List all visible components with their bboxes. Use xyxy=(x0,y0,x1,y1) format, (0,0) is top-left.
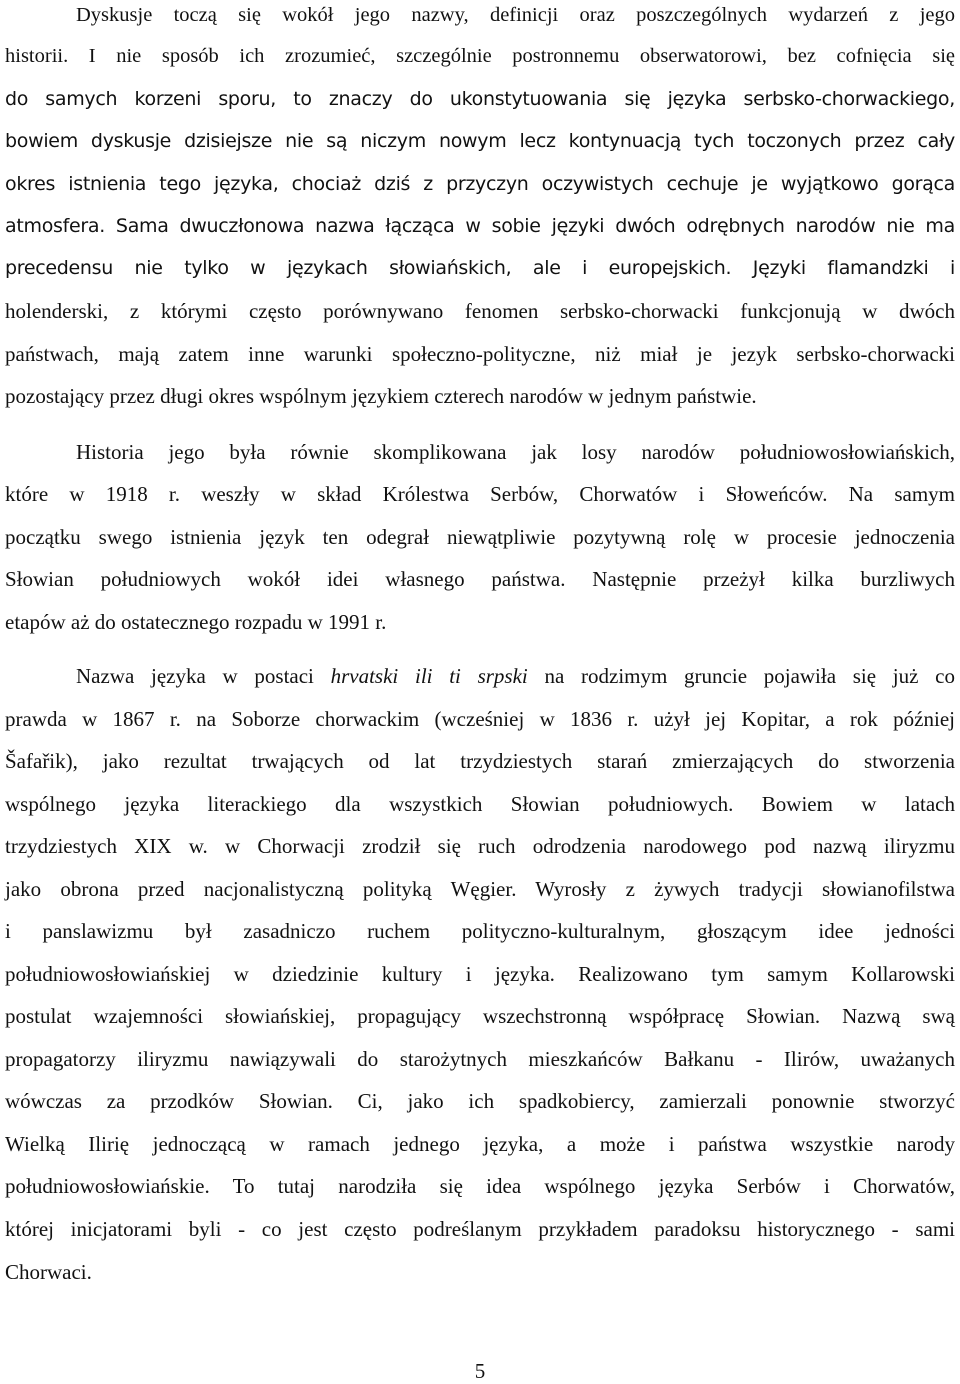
paragraph-line: Chorwaci. xyxy=(5,1260,92,1284)
paragraph-line: trzydziestych XIX w. w Chorwacji zrodził się ruch odrodzenia narodowego pod nazwą iliryzmu xyxy=(5,834,955,858)
paragraph-line: prawda w 1867 r. na Soborze chorwackim (wcześniej w 1836 r. użył jej Kopitar, a rok później xyxy=(5,707,955,731)
page-number: 5 xyxy=(474,1359,486,1383)
paragraph-line: państwach, mają zatem inne warunki społeczno-polityczne, niż miał je jezyk serbsko-chorwacki xyxy=(5,342,955,366)
paragraph-line: pozostający przez długi okres wspólnym językiem czterech narodów w jednym państwie. xyxy=(5,384,757,408)
paragraph-line: jako obrona przed nacjonalistyczną polityką Węgier. Wyrosły z żywych tradycji słowianofilstwa xyxy=(5,877,955,901)
paragraph-line: propagatorzy iliryzmu nawiązywali do starożytnych mieszkańców Bałkanu - Ilirów, uważanych xyxy=(5,1047,955,1071)
paragraph-line: precedensu nie tylko w językach słowiańskich, ale i europejskich. Języki flamandzki i xyxy=(5,257,955,279)
paragraph-line: wspólnego języka literackiego dla wszystkich Słowian południowych. Bowiem w latach xyxy=(5,792,955,816)
paragraph-line: Dyskusje toczą się wokół jego nazwy, definicji oraz poszczególnych wydarzeń z jego xyxy=(76,4,955,26)
paragraph-line: okres istnienia tego języka, chociaż dziś z przyczyn oczywistych cechuje je wyjątkowo gorąca xyxy=(5,173,955,195)
paragraph-line: Šafařik), jako rezultat trwających od lat trzydziestych starań zmierzających do stworzenia xyxy=(5,749,955,773)
paragraph-line: holenderski, z którymi często porównywano fenomen serbsko-chorwacki funkcjonują w dwóch xyxy=(5,299,955,323)
paragraph-line: Wielką Ilirię jednoczącą w ramach jednego języka, a może i państwa wszystkie narody xyxy=(5,1132,955,1156)
paragraph-line: południowosłowiańskiej w dziedzinie kultury i języka. Realizowano tym samym Kollarowski xyxy=(5,962,955,986)
paragraph-line: Historia jego była równie skomplikowana jak losy narodów południowosłowiańskich, xyxy=(76,440,955,464)
paragraph-line: której inicjatorami byli - co jest często podreślanym przykładem paradoksu historycznego - sami xyxy=(5,1217,955,1241)
paragraph-line: do samych korzeni sporu, to znaczy do ukonstytuowania się języka serbsko-chorwackiego, xyxy=(5,88,955,110)
line-text: na rodzimym gruncie pojawiła się już co xyxy=(527,664,955,688)
paragraph-line: początku swego istnienia język ten odegrał niewątpliwie pozytywną rolę w procesie jednoczenia xyxy=(5,525,955,549)
paragraph-line: atmosfera. Sama dwuczłonowa nazwa łącząca w sobie języki dwóch odrębnych narodów nie ma xyxy=(5,215,955,237)
paragraph-line: południowosłowiańskie. To tutaj narodziła się idea wspólnego języka Serbów i Chorwatów, xyxy=(5,1174,955,1198)
paragraph-line: etapów aż do ostatecznego rozpadu w 1991 r. xyxy=(5,610,387,634)
italic-term: hrvatski ili ti srpski xyxy=(330,664,528,688)
paragraph-line: bowiem dyskusje dzisiejsze nie są niczym nowym lecz kontynuacją tych toczonych przez cały xyxy=(5,130,955,152)
paragraph-line: Słowian południowych wokół idei własnego państwa. Następnie przeżył kilka burzliwych xyxy=(5,567,955,591)
paragraph-line: i panslawizmu był zasadniczo ruchem polityczno-kulturalnym, głoszącym idee jedności xyxy=(5,919,955,943)
paragraph-line xyxy=(76,661,955,691)
paragraph-line: które w 1918 r. weszły w skład Królestwa Serbów, Chorwatów i Słoweńców. Na samym xyxy=(5,482,955,506)
paragraph-line: postulat wzajemności słowiańskiej, propagujący wszechstronną współpracę Słowian. Nazwą swą xyxy=(5,1004,955,1028)
line-text: Nazwa języka w postaci xyxy=(76,664,331,688)
paragraph-line: wówczas za przodków Słowian. Ci, jako ich spadkobiercy, zamierzali ponownie stworzyć xyxy=(5,1089,955,1113)
paragraph-line: historii. I nie sposób ich zrozumieć, szczególnie postronnemu obserwatorowi, bez cofnięcia się xyxy=(5,45,955,67)
